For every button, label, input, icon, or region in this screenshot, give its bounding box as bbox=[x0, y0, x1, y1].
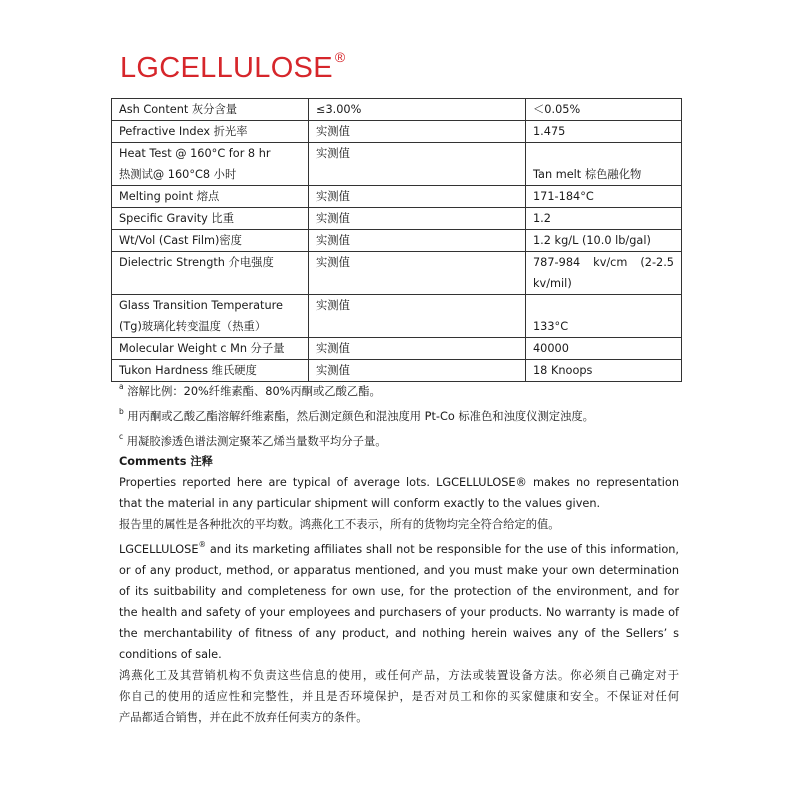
value-cell: 实测值 bbox=[309, 186, 526, 208]
result-cell: Tan melt 棕色融化物 bbox=[526, 143, 682, 186]
footnote-a: $^a$ 溶解比例：20%纤维素酯、80%丙酮或乙酸乙酯。 bbox=[119, 382, 381, 398]
table-row bbox=[112, 230, 682, 252]
property-cell: Dielectric Strength 介电强度 bbox=[112, 252, 309, 295]
result-cell: 18 Knoops bbox=[526, 360, 682, 382]
comment-line: the health and safety of your employees and purchasers of your products. No warranty is made of bbox=[119, 606, 679, 620]
property-cell: Specific Gravity 比重 bbox=[112, 208, 309, 230]
comment-zh-line: 你自己的使用的适应性和完整性，并且是否环境保护，是否对员工和你的买家健康和安全。不保证对任何 bbox=[119, 690, 679, 704]
value-cell: 实测值 bbox=[309, 295, 526, 338]
table-row bbox=[112, 143, 682, 186]
comment-zh-line: 产品都适合销售，并在此不放弃任何卖方的条件。 bbox=[119, 711, 368, 725]
result-cell: 1.2 kg/L (10.0 lb/gal) bbox=[526, 230, 682, 252]
result-cell: 40000 bbox=[526, 338, 682, 360]
table-row bbox=[112, 338, 682, 360]
value-cell: 实测值 bbox=[309, 252, 526, 295]
comment-line: the merchantability of fitness of any product, and nothing herein waives any of the Sellers’ s bbox=[119, 627, 679, 641]
result-cell: 1.2 bbox=[526, 208, 682, 230]
result-cell: 171-184°C bbox=[526, 186, 682, 208]
result-cell: 787-984 kv/cm (2-2.5 kv/mil) bbox=[526, 252, 682, 295]
comments-heading: Comments 注释 bbox=[119, 455, 213, 469]
comment-line: of its suitbability and completeness for own use, for the protection of the environment, and for bbox=[119, 585, 679, 599]
property-cell: Glass Transition Temperature (Tg)玻璃化转变温度（热重） bbox=[112, 295, 309, 338]
table-row bbox=[112, 99, 682, 121]
comment-line: that the material in any particular shipment will conform exactly to the values given. bbox=[119, 497, 601, 511]
properties-table bbox=[111, 98, 682, 382]
footnote-b: $^b$ 用丙酮或乙酸乙酯溶解纤维素酯，然后测定颜色和混浊度用 Pt-Co 标准色和浊度仪测定浊度。 bbox=[119, 406, 594, 423]
table-row bbox=[112, 252, 682, 295]
value-cell: 实测值 bbox=[309, 360, 526, 382]
result-cell: ＜0.05% bbox=[526, 99, 682, 121]
comment-line: Properties reported here are typical of average lots. LGCELLULOSE® makes no representation bbox=[119, 476, 679, 490]
property-cell: Molecular Weight c Mn 分子量 bbox=[112, 338, 309, 360]
notes-section bbox=[119, 377, 679, 728]
property-cell: Ash Content 灰分含量 bbox=[112, 99, 309, 121]
property-cell: Heat Test @ 160°C for 8 hr 热测试@ 160°C8 小时 bbox=[112, 143, 309, 186]
property-cell: Tukon Hardness 维氏硬度 bbox=[112, 360, 309, 382]
property-cell: Melting point 熔点 bbox=[112, 186, 309, 208]
footnote-c: $^c$ 用凝胶渗透色谱法测定聚苯乙烯当量数平均分子量。 bbox=[119, 431, 387, 448]
comment-line: LGCELLULOSE® and its marketing affiliates shall not be responsible for the use of this information, bbox=[119, 540, 679, 557]
comment-line: or of any product, method, or apparatus mentioned, and you must make your own determination bbox=[119, 564, 679, 578]
value-cell: 实测值 bbox=[309, 208, 526, 230]
value-cell: ≤3.00% bbox=[309, 99, 526, 121]
brand-logo: LGCELLULOSE ® bbox=[120, 49, 346, 84]
result-cell: 1.475 bbox=[526, 121, 682, 143]
property-cell: Wt/Vol (Cast Film)密度 bbox=[112, 230, 309, 252]
value-cell: 实测值 bbox=[309, 338, 526, 360]
value-cell: 实测值 bbox=[309, 121, 526, 143]
comment-zh-line: 鸿燕化工及其营销机构不负责这些信息的使用，或任何产品，方法或装置设备方法。你必须自己确定对于 bbox=[119, 669, 679, 683]
table-row bbox=[112, 121, 682, 143]
value-cell: 实测值 bbox=[309, 143, 526, 186]
comment-zh-line: 报告里的属性是各种批次的平均数。鸿燕化工不表示，所有的货物均完全符合给定的值。 bbox=[119, 518, 560, 532]
table-row bbox=[112, 208, 682, 230]
comment-line: conditions of sale. bbox=[119, 648, 222, 662]
property-cell: Pefractive Index 折光率 bbox=[112, 121, 309, 143]
result-cell: 133°C bbox=[526, 295, 682, 338]
table-row bbox=[112, 295, 682, 338]
value-cell: 实测值 bbox=[309, 230, 526, 252]
table-row bbox=[112, 186, 682, 208]
